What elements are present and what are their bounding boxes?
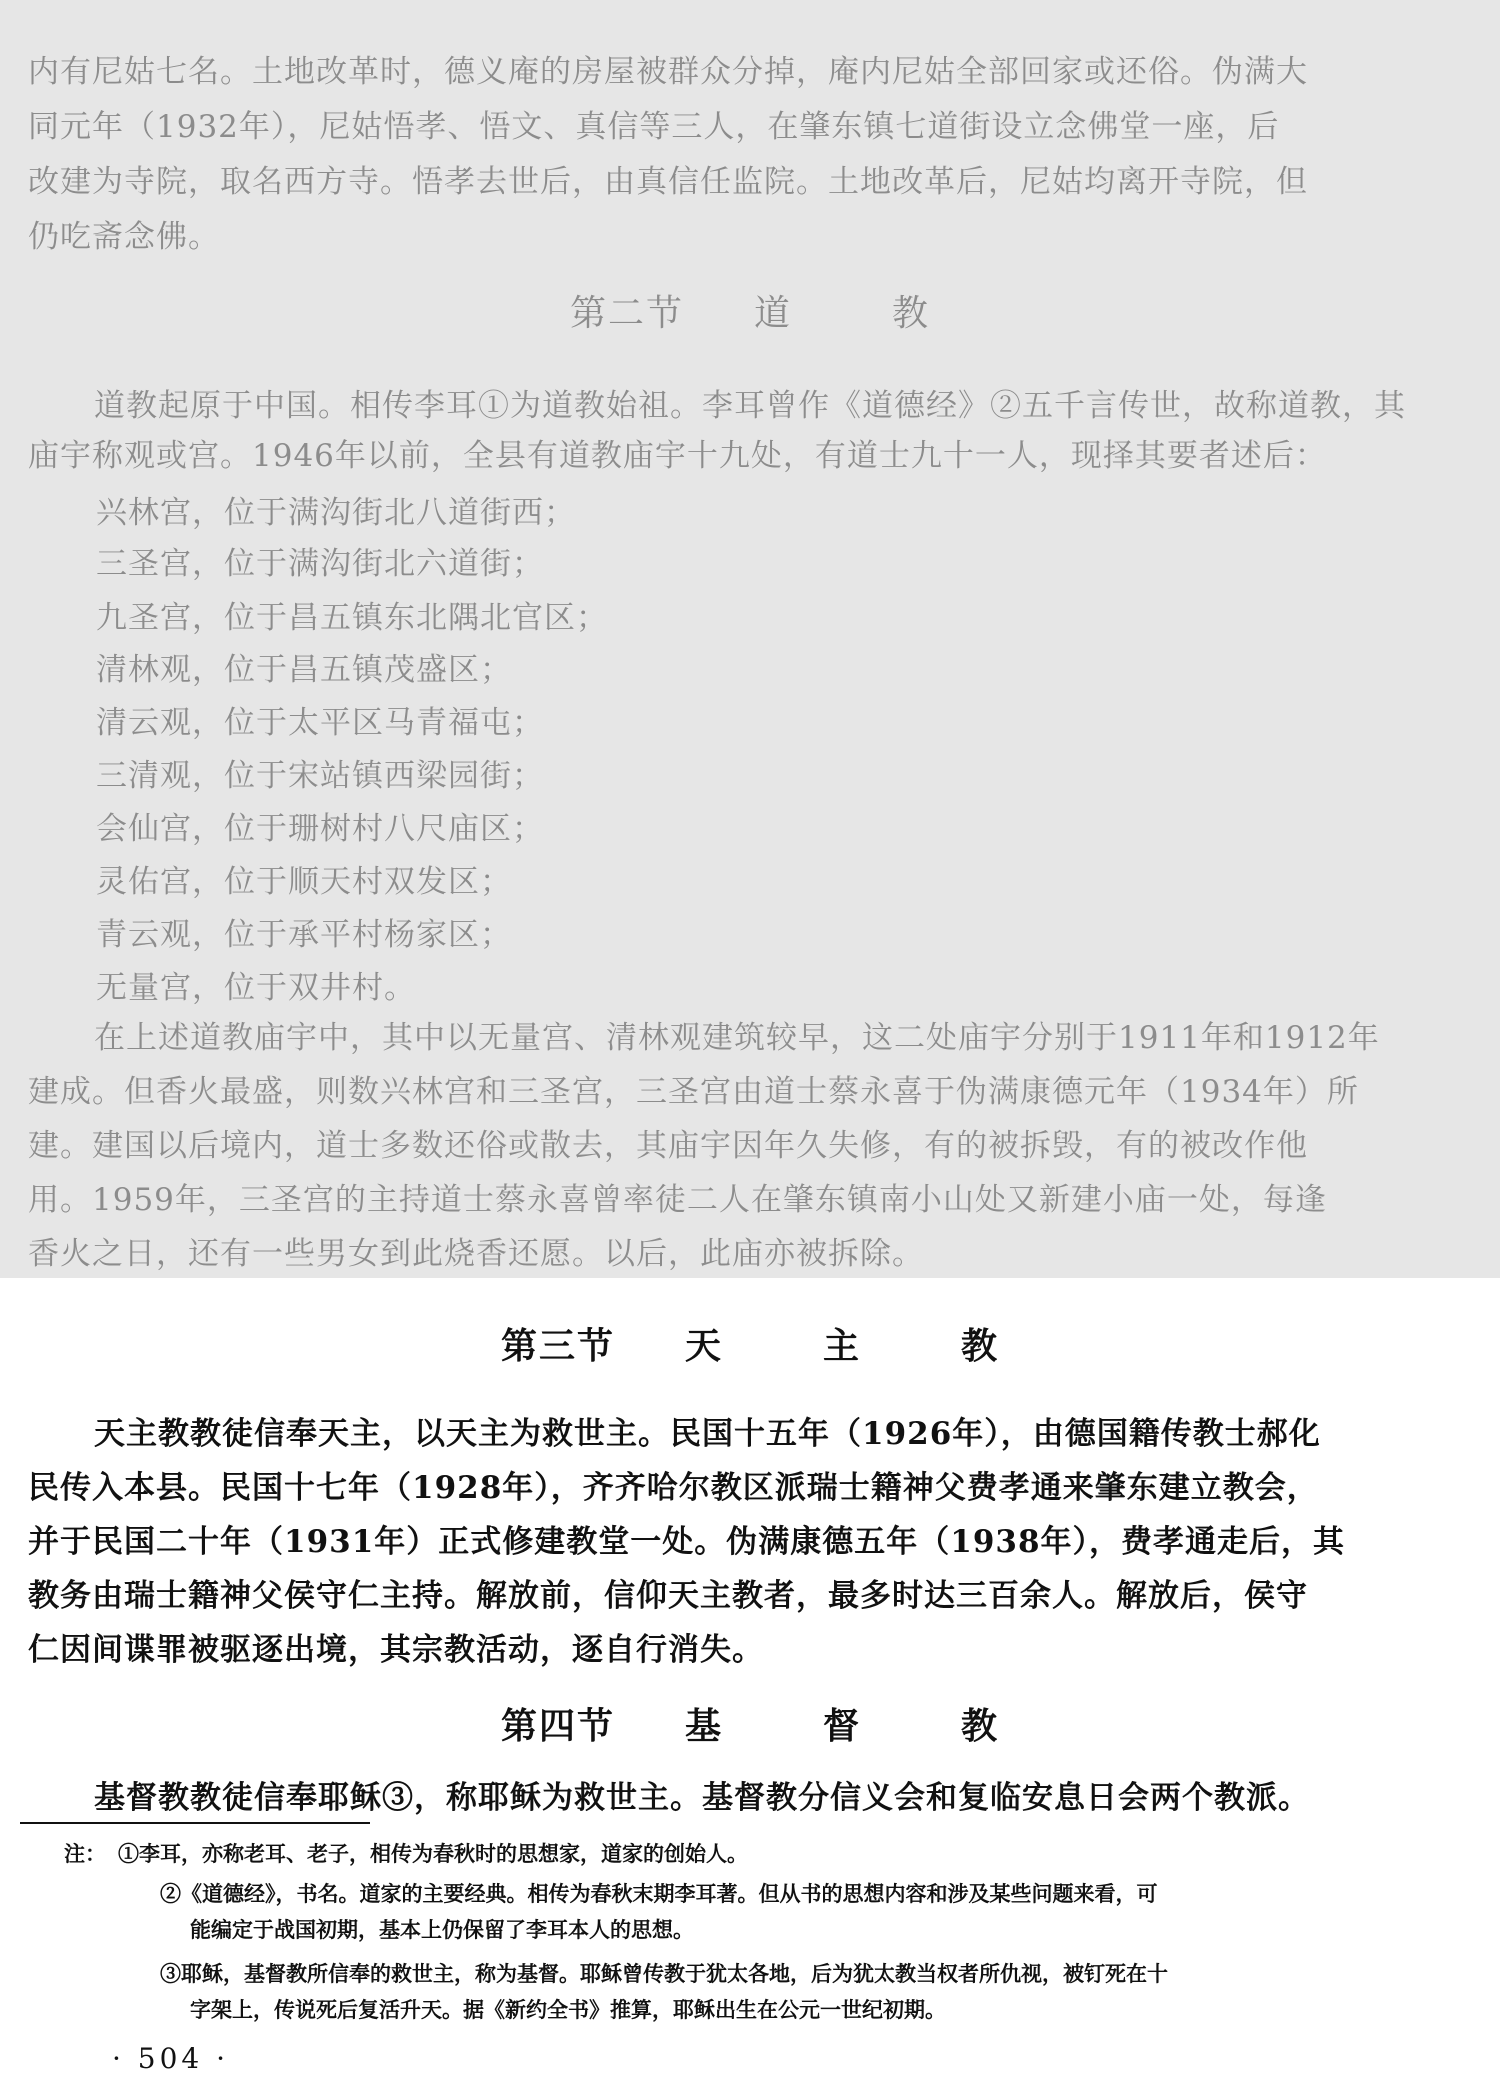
section-heading-catholicism [0, 1318, 1500, 1369]
temple-list-item: 清林观，位于昌五镇茂盛区； [96, 652, 512, 688]
footnote-divider [20, 1822, 370, 1824]
paragraph-line: 在上述道教庙宇中，其中以无量宫、清林观建筑较早，这二处庙宇分别于1911年和1912年 [94, 1020, 1380, 1056]
intro-line: 同元年（1932年），尼姑悟孝、悟文、真信等三人，在肇东镇七道街设立念佛堂一座，后 [28, 109, 1280, 145]
intro-line: 改建为寺院，取名西方寺。悟孝去世后，由真信任监院。土地改革后，尼姑均离开寺院，但 [28, 164, 1308, 200]
heading-number: 第三节 [500, 1325, 615, 1367]
temple-list-item: 灵佑宫，位于顺天村双发区； [96, 864, 512, 900]
paragraph-line: 并于民国二十年（1931年）正式修建教堂一处。伪满康德五年（1938年），费孝通走后，其 [28, 1524, 1346, 1560]
temple-list-item: 青云观，位于承平村杨家区； [96, 917, 512, 953]
heading-char: 教 [961, 1705, 1000, 1747]
temple-list-item: 清云观，位于太平区马青福屯； [96, 705, 544, 741]
temple-list-item: 九圣宫，位于昌五镇东北隅北官区； [96, 600, 608, 636]
temple-list-item: 三圣宫，位于满沟街北六道街； [96, 546, 544, 582]
paragraph-line: 天主教教徒信奉天主，以天主为救世主。民国十五年（1926年），由德国籍传教士郝化 [94, 1416, 1321, 1452]
paragraph-line: 教务由瑞士籍神父侯守仁主持。解放前，信仰天主教者，最多时达三百余人。解放后，侯守 [28, 1578, 1308, 1614]
temple-list-item: 会仙宫，位于珊树村八尺庙区； [96, 811, 544, 847]
paragraph-line: 道教起原于中国。相传李耳①为道教始祖。李耳曾作《道德经》②五千言传世，故称道教，其 [94, 388, 1406, 424]
footnote: ①李耳，亦称老耳、老子，相传为春秋时的思想家，道家的创始人。 [118, 1841, 748, 1866]
paragraph-line: 庙宇称观或宫。1946年以前，全县有道教庙宇十九处，有道士九十一人，现择其要者述后： [28, 438, 1327, 474]
paragraph-line: 民传入本县。民国十七年（1928年），齐齐哈尔教区派瑞士籍神父费孝通来肇东建立教会， [28, 1470, 1319, 1506]
heading-number: 第二节 [569, 293, 684, 334]
heading-char: 天 [684, 1325, 723, 1367]
heading-number: 第四节 [500, 1705, 615, 1747]
heading-char: 主 [823, 1325, 862, 1367]
paragraph-line: 仁因间谍罪被驱逐出境，其宗教活动，逐自行消失。 [28, 1632, 764, 1668]
paragraph-line: 建。建国以后境内，道士多数还俗或散去，其庙宇因年久失修，有的被拆毁，有的被改作他 [28, 1128, 1308, 1164]
heading-char: 教 [892, 293, 931, 334]
temple-list-item: 无量宫，位于双井村。 [96, 970, 416, 1006]
paragraph-line: 建成。但香火最盛，则数兴林宫和三圣宫，三圣宫由道士蔡永喜于伪满康德元年（1934年）所 [28, 1074, 1359, 1110]
intro-line: 内有尼姑七名。土地改革时，德义庵的房屋被群众分掉，庵内尼姑全部回家或还俗。伪满大 [28, 54, 1308, 90]
temple-list-item: 兴林宫，位于满沟街北八道街西； [96, 495, 576, 531]
notes-label: 注： [64, 1841, 106, 1866]
footnote: 能编定于战国初期，基本上仍保留了李耳本人的思想。 [190, 1917, 694, 1942]
section-heading-taoism [0, 285, 1500, 336]
heading-char: 督 [823, 1705, 862, 1747]
paragraph-line: 用。1959年，三圣宫的主持道士蔡永喜曾率徒二人在肇东镇南小山处又新建小庙一处，每逢 [28, 1182, 1327, 1218]
footnote: 字架上，传说死后复活升天。据《新约全书》推算，耶稣出生在公元一世纪初期。 [190, 1997, 946, 2022]
page-number: · 504 · [112, 2042, 230, 2075]
footnote: ②《道德经》，书名。道家的主要经典。相传为春秋末期李耳著。但从书的思想内容和涉及某些问题来看，可 [160, 1881, 1158, 1906]
section-heading-christianity [0, 1698, 1500, 1749]
intro-line: 仍吃斋念佛。 [28, 219, 220, 255]
footnote: ③耶稣，基督教所信奉的救世主，称为基督。耶稣曾传教于犹太各地，后为犹太教当权者所仇视，被钉死在十 [160, 1961, 1168, 1986]
heading-char: 教 [961, 1325, 1000, 1367]
heading-char: 道 [753, 293, 792, 334]
heading-char: 基 [684, 1705, 723, 1747]
paragraph-line: 基督教教徒信奉耶稣③，称耶稣为救世主。基督教分信义会和复临安息日会两个教派。 [94, 1780, 1310, 1816]
paragraph-line: 香火之日，还有一些男女到此烧香还愿。以后，此庙亦被拆除。 [28, 1236, 924, 1272]
temple-list-item: 三清观，位于宋站镇西梁园街； [96, 758, 544, 794]
